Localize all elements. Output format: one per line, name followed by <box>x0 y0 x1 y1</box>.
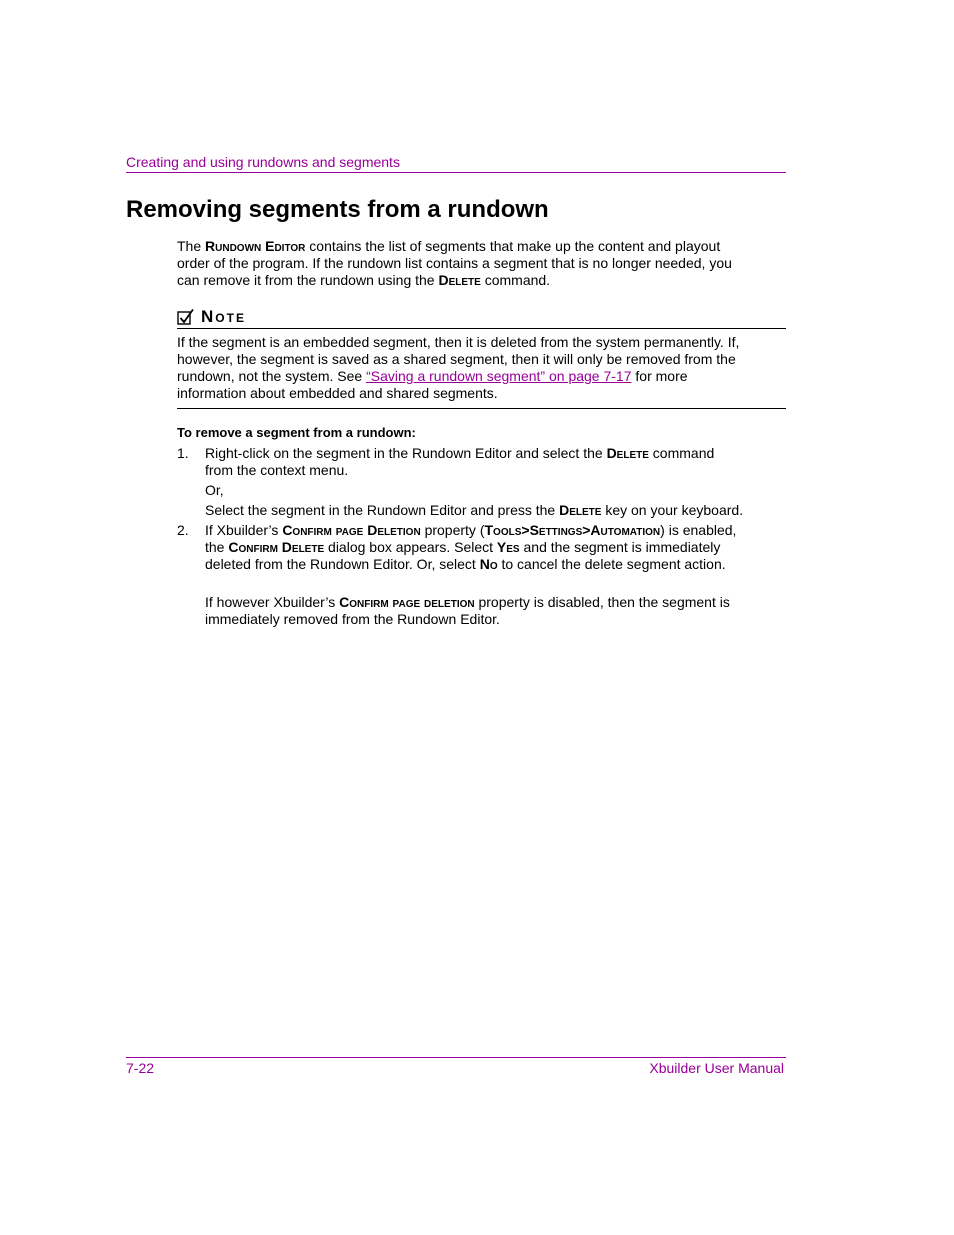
intro-term-delete: Delete <box>438 272 481 288</box>
intro-text-3: command. <box>480 272 551 288</box>
step-1-or: Or, <box>205 482 224 498</box>
step-1-alt-text-2: key on your keyboard. <box>601 502 744 518</box>
step-2-alt-term-confirm-page-deletion: Confirm page deletion <box>339 594 475 610</box>
note-heading <box>177 306 246 328</box>
page-title: Removing segments from a rundown <box>126 196 549 223</box>
step-2-alternative <box>205 594 740 628</box>
step-2-term-no: No <box>479 556 498 572</box>
note-top-divider <box>177 328 786 329</box>
manual-title: Xbuilder User Manual <box>649 1060 784 1076</box>
header-divider <box>126 172 786 173</box>
step-2-term-menu-path: Tools>Settings>Automation <box>484 522 661 538</box>
intro-term-rundown-editor: Rundown Editor <box>205 238 306 254</box>
page-number: 7-22 <box>126 1060 155 1076</box>
intro-text-1: The <box>177 238 206 254</box>
intro-paragraph <box>177 238 742 289</box>
step-2-term-yes: Yes <box>496 539 520 555</box>
step-2-term-confirm-page-deletion: Confirm page Deletion <box>282 522 421 538</box>
step-2-text <box>205 522 740 573</box>
step-2-text-3: ) is enabled, the <box>205 522 737 555</box>
procedure-title: To remove a segment from a rundown: <box>177 425 416 440</box>
step-1-alternative <box>205 502 765 519</box>
note-bottom-divider <box>177 408 786 409</box>
step-2-term-confirm-delete: Confirm Delete <box>228 539 325 555</box>
step-2-text-5: and the segment is immediately deleted from the Rundown Editor. Or, select <box>205 539 721 572</box>
note-text-1: If the segment is an embedded segment, then it is deleted from the system permanently. If, however, the segment is saved as a shared segment, then it will only be removed from the rundown, not the system. See <box>177 334 740 384</box>
step-1-text <box>205 445 745 479</box>
breadcrumb[interactable]: Creating and using rundowns and segments <box>126 154 400 170</box>
step-1-alt-term-delete: Delete <box>559 502 602 518</box>
step-2-text-1: If Xbuilder’s <box>205 522 283 538</box>
intro-text-2: contains the list of segments that make up the content and playout order of the program. If the rundown list contains a segment that is no longer needed, you can remove it from the rundown using the <box>177 238 732 288</box>
note-text-2: for more information about embedded and shared segments. <box>177 368 688 401</box>
step-2-text-2: property ( <box>420 522 485 538</box>
step-2-alt-text-2: property is disabled, then the segment is immediately removed from the Rundown Editor. <box>205 594 730 627</box>
checkbox-check-icon <box>177 308 195 326</box>
step-1-text-1: Right-click on the segment in the Rundown Editor and select the <box>205 445 607 461</box>
step-1-term-delete: Delete <box>606 445 649 461</box>
footer-divider <box>126 1057 786 1058</box>
step-1-alt-text-1: Select the segment in the Rundown Editor and press the <box>205 502 560 518</box>
note-label: Note <box>201 307 246 326</box>
step-2-number: 2. <box>177 522 189 538</box>
step-2-text-6: to cancel the delete segment action. <box>497 556 726 572</box>
step-1-number: 1. <box>177 445 189 461</box>
step-2-alt-text-1: If however Xbuilder’s <box>205 594 340 610</box>
note-body <box>177 334 747 402</box>
step-1-text-2: command from the context menu. <box>205 445 715 478</box>
cross-reference-link[interactable]: “Saving a rundown segment” on page 7-17 <box>366 368 632 384</box>
step-2-text-4: dialog box appears. Select <box>324 539 497 555</box>
